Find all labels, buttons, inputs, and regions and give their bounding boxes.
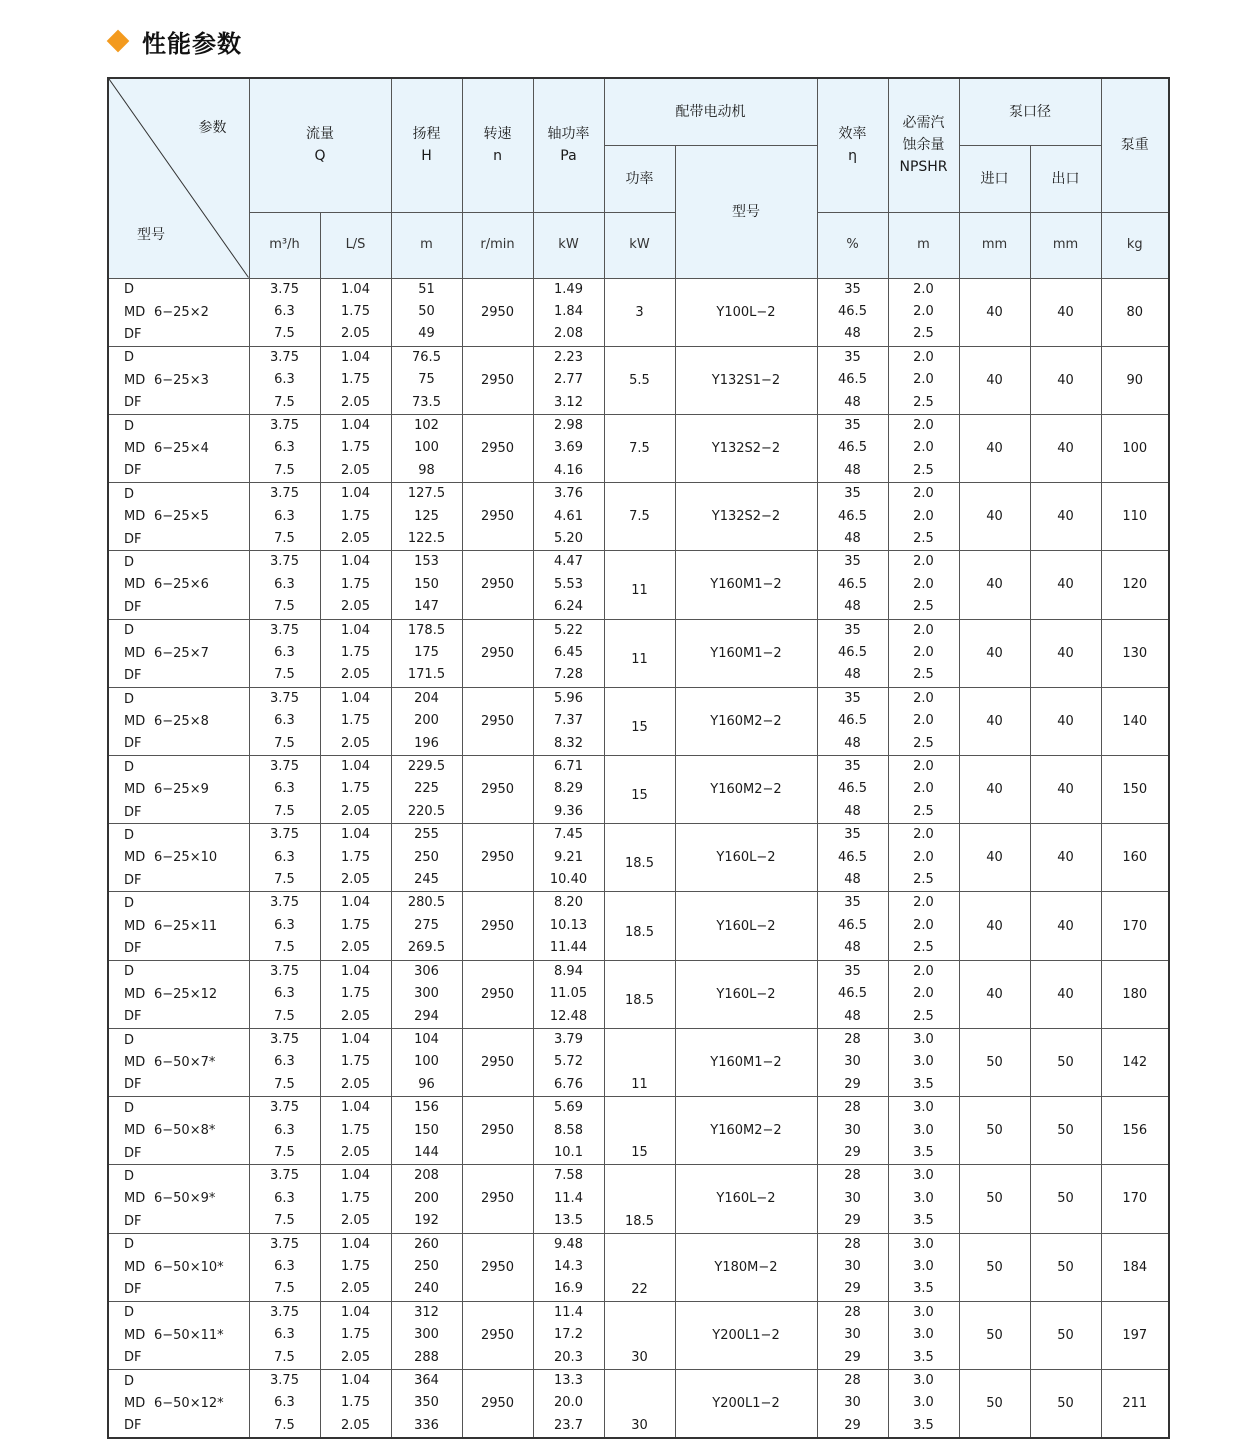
model-cell: D MD 6−50×12* DF: [108, 1370, 249, 1439]
weight-cell: 140: [1101, 687, 1169, 755]
flow-ls-cell: 1.04 1.75 2.05: [320, 687, 391, 755]
head-cell: 102 100 98: [391, 414, 462, 482]
motor-model-cell: Y160L−2: [675, 824, 817, 892]
model-code: 6−50×12*: [154, 1396, 224, 1412]
header-npsh: 必需汽 蚀余量 NPSHR: [888, 78, 959, 212]
table-row: [108, 824, 1169, 892]
head-cell: 104 100 96: [391, 1028, 462, 1096]
motor-model-cell: Y160L−2: [675, 892, 817, 960]
speed-cell: 2950: [462, 1233, 533, 1301]
flow-ls-cell: 1.04 1.75 2.05: [320, 1301, 391, 1369]
efficiency-cell: 35 46.5 48: [817, 346, 888, 414]
shaft-power-cell: 11.4 17.2 20.3: [533, 1301, 604, 1369]
motor-model-cell: Y132S2−2: [675, 414, 817, 482]
unit-outlet: mm: [1030, 212, 1101, 278]
npsh-cell: 2.0 2.0 2.5: [888, 892, 959, 960]
flow-ls-cell: 1.04 1.75 2.05: [320, 1370, 391, 1439]
header-model: 型号: [137, 226, 165, 243]
speed-cell: 2950: [462, 1165, 533, 1233]
weight-cell: 100: [1101, 414, 1169, 482]
efficiency-cell: 35 46.5 48: [817, 619, 888, 687]
header-speed: 转速 n: [462, 78, 533, 212]
table-row: [108, 278, 1169, 346]
npsh-cell: 3.0 3.0 3.5: [888, 1301, 959, 1369]
model-cell: D MD 6−50×10* DF: [108, 1233, 249, 1301]
motor-model-cell: Y160M2−2: [675, 756, 817, 824]
speed-cell: 2950: [462, 1370, 533, 1439]
table-body: [108, 278, 1169, 1438]
motor-power-cell: 18.5: [604, 892, 675, 960]
table-row: [108, 619, 1169, 687]
head-cell: 364 350 336: [391, 1370, 462, 1439]
flow-m3h-cell: 3.75 6.3 7.5: [249, 414, 320, 482]
flow-ls-cell: 1.04 1.75 2.05: [320, 1028, 391, 1096]
motor-model-cell: Y160M1−2: [675, 619, 817, 687]
shaft-power-cell: 1.49 1.84 2.08: [533, 278, 604, 346]
head-cell: 306 300 294: [391, 960, 462, 1028]
flow-ls-cell: 1.04 1.75 2.05: [320, 960, 391, 1028]
npsh-cell: 3.0 3.0 3.5: [888, 1028, 959, 1096]
header-efficiency: 效率 η: [817, 78, 888, 212]
header-port: 泵口径: [959, 78, 1101, 145]
shaft-power-cell: 3.79 5.72 6.76: [533, 1028, 604, 1096]
head-cell: 255 250 245: [391, 824, 462, 892]
header-flow: 流量 Q: [249, 78, 391, 212]
flow-m3h-cell: 3.75 6.3 7.5: [249, 1165, 320, 1233]
section-title-text: 性能参数: [142, 29, 242, 58]
outlet-cell: 50: [1030, 1301, 1101, 1369]
outlet-cell: 50: [1030, 1370, 1101, 1439]
inlet-cell: 50: [959, 1233, 1030, 1301]
model-cell: D MD 6−25×12 DF: [108, 960, 249, 1028]
model-cell: D MD 6−25×11 DF: [108, 892, 249, 960]
npsh-cell: 2.0 2.0 2.5: [888, 756, 959, 824]
table-row: [108, 1370, 1169, 1439]
outlet-cell: 50: [1030, 1097, 1101, 1165]
speed-cell: 2950: [462, 619, 533, 687]
npsh-cell: 2.0 2.0 2.5: [888, 960, 959, 1028]
flow-ls-cell: 1.04 1.75 2.05: [320, 1097, 391, 1165]
efficiency-cell: 35 46.5 48: [817, 892, 888, 960]
flow-m3h-cell: 3.75 6.3 7.5: [249, 1370, 320, 1439]
outlet-cell: 40: [1030, 960, 1101, 1028]
speed-cell: 2950: [462, 960, 533, 1028]
model-code: 6−25×9: [154, 782, 209, 798]
weight-cell: 120: [1101, 551, 1169, 619]
inlet-cell: 40: [959, 346, 1030, 414]
flow-m3h-cell: 3.75 6.3 7.5: [249, 483, 320, 551]
motor-power-cell: 15: [604, 1097, 675, 1165]
model-code: 6−25×3: [154, 372, 209, 388]
npsh-cell: 2.0 2.0 2.5: [888, 278, 959, 346]
efficiency-cell: 35 46.5 48: [817, 687, 888, 755]
weight-cell: 170: [1101, 1165, 1169, 1233]
speed-cell: 2950: [462, 551, 533, 619]
npsh-cell: 2.0 2.0 2.5: [888, 687, 959, 755]
flow-m3h-cell: 3.75 6.3 7.5: [249, 1097, 320, 1165]
unit-flow-m3h: m³/h: [249, 212, 320, 278]
flow-m3h-cell: 3.75 6.3 7.5: [249, 1028, 320, 1096]
efficiency-cell: 35 46.5 48: [817, 483, 888, 551]
weight-cell: 180: [1101, 960, 1169, 1028]
shaft-power-cell: 9.48 14.3 16.9: [533, 1233, 604, 1301]
model-cell: D MD 6−50×9* DF: [108, 1165, 249, 1233]
motor-power-cell: 5.5: [604, 346, 675, 414]
model-cell: D MD 6−25×7 DF: [108, 619, 249, 687]
model-cell: D MD 6−25×8 DF: [108, 687, 249, 755]
unit-npsh: m: [888, 212, 959, 278]
shaft-power-cell: 7.45 9.21 10.40: [533, 824, 604, 892]
motor-model-cell: Y180M−2: [675, 1233, 817, 1301]
inlet-cell: 40: [959, 824, 1030, 892]
head-cell: 178.5 175 171.5: [391, 619, 462, 687]
motor-power-cell: 30: [604, 1301, 675, 1369]
model-cell: D MD 6−50×11* DF: [108, 1301, 249, 1369]
weight-cell: 90: [1101, 346, 1169, 414]
motor-model-cell: Y200L1−2: [675, 1370, 817, 1439]
motor-power-cell: 3: [604, 278, 675, 346]
motor-model-cell: Y160M1−2: [675, 1028, 817, 1096]
efficiency-cell: 28 30 29: [817, 1028, 888, 1096]
table-row: [108, 483, 1169, 551]
shaft-power-cell: 4.47 5.53 6.24: [533, 551, 604, 619]
performance-table: [107, 77, 1170, 1439]
speed-cell: 2950: [462, 1028, 533, 1096]
npsh-cell: 2.0 2.0 2.5: [888, 483, 959, 551]
flow-ls-cell: 1.04 1.75 2.05: [320, 1165, 391, 1233]
npsh-cell: 3.0 3.0 3.5: [888, 1165, 959, 1233]
weight-cell: 150: [1101, 756, 1169, 824]
shaft-power-cell: 8.20 10.13 11.44: [533, 892, 604, 960]
head-cell: 156 150 144: [391, 1097, 462, 1165]
flow-ls-cell: 1.04 1.75 2.05: [320, 756, 391, 824]
weight-cell: 80: [1101, 278, 1169, 346]
motor-power-cell: 22: [604, 1233, 675, 1301]
head-cell: 312 300 288: [391, 1301, 462, 1369]
speed-cell: 2950: [462, 483, 533, 551]
model-cell: D MD 6−25×2 DF: [108, 278, 249, 346]
unit-motor-power: kW: [604, 212, 675, 278]
table-row: [108, 551, 1169, 619]
efficiency-cell: 28 30 29: [817, 1370, 888, 1439]
header-shaft-power: 轴功率 Pa: [533, 78, 604, 212]
inlet-cell: 40: [959, 892, 1030, 960]
inlet-cell: 40: [959, 960, 1030, 1028]
header-head: 扬程 H: [391, 78, 462, 212]
flow-m3h-cell: 3.75 6.3 7.5: [249, 824, 320, 892]
model-code: 6−50×10*: [154, 1259, 224, 1275]
npsh-cell: 2.0 2.0 2.5: [888, 824, 959, 892]
flow-m3h-cell: 3.75 6.3 7.5: [249, 278, 320, 346]
inlet-cell: 50: [959, 1370, 1030, 1439]
motor-power-cell: 11: [604, 619, 675, 687]
table-row: [108, 1165, 1169, 1233]
inlet-cell: 40: [959, 483, 1030, 551]
table-row: [108, 1097, 1169, 1165]
outlet-cell: 40: [1030, 483, 1101, 551]
flow-m3h-cell: 3.75 6.3 7.5: [249, 1301, 320, 1369]
motor-model-cell: Y160M2−2: [675, 687, 817, 755]
model-code: 6−50×11*: [154, 1327, 224, 1343]
outlet-cell: 40: [1030, 551, 1101, 619]
flow-m3h-cell: 3.75 6.3 7.5: [249, 619, 320, 687]
weight-cell: 142: [1101, 1028, 1169, 1096]
flow-m3h-cell: 3.75 6.3 7.5: [249, 756, 320, 824]
head-cell: 51 50 49: [391, 278, 462, 346]
table-row: [108, 346, 1169, 414]
unit-flow-ls: L/S: [320, 212, 391, 278]
model-code: 6−25×11: [154, 918, 218, 934]
shaft-power-cell: 5.96 7.37 8.32: [533, 687, 604, 755]
efficiency-cell: 35 46.5 48: [817, 960, 888, 1028]
motor-model-cell: Y132S1−2: [675, 346, 817, 414]
speed-cell: 2950: [462, 687, 533, 755]
model-code: 6−25×2: [154, 304, 209, 320]
model-cell: D MD 6−25×6 DF: [108, 551, 249, 619]
model-cell: D MD 6−25×5 DF: [108, 483, 249, 551]
flow-ls-cell: 1.04 1.75 2.05: [320, 346, 391, 414]
inlet-cell: 40: [959, 619, 1030, 687]
speed-cell: 2950: [462, 892, 533, 960]
flow-ls-cell: 1.04 1.75 2.05: [320, 483, 391, 551]
motor-power-cell: 11: [604, 1028, 675, 1096]
diagonal-line: [109, 79, 249, 278]
header-weight: 泵重: [1101, 78, 1169, 212]
head-cell: 260 250 240: [391, 1233, 462, 1301]
efficiency-cell: 28 30 29: [817, 1165, 888, 1233]
motor-power-cell: 30: [604, 1370, 675, 1439]
speed-cell: 2950: [462, 1097, 533, 1165]
motor-model-cell: Y200L1−2: [675, 1301, 817, 1369]
outlet-cell: 40: [1030, 414, 1101, 482]
motor-power-cell: 7.5: [604, 483, 675, 551]
shaft-power-cell: 2.98 3.69 4.16: [533, 414, 604, 482]
shaft-power-cell: 2.23 2.77 3.12: [533, 346, 604, 414]
weight-cell: 156: [1101, 1097, 1169, 1165]
shaft-power-cell: 8.94 11.05 12.48: [533, 960, 604, 1028]
shaft-power-cell: 5.69 8.58 10.1: [533, 1097, 604, 1165]
speed-cell: 2950: [462, 756, 533, 824]
flow-ls-cell: 1.04 1.75 2.05: [320, 619, 391, 687]
diagonal-header-cell: [108, 78, 249, 278]
inlet-cell: 50: [959, 1301, 1030, 1369]
weight-cell: 211: [1101, 1370, 1169, 1439]
model-cell: D MD 6−50×7* DF: [108, 1028, 249, 1096]
flow-ls-cell: 1.04 1.75 2.05: [320, 892, 391, 960]
inlet-cell: 40: [959, 756, 1030, 824]
model-code: 6−25×10: [154, 850, 218, 866]
outlet-cell: 40: [1030, 892, 1101, 960]
model-cell: D MD 6−25×9 DF: [108, 756, 249, 824]
model-code: 6−25×7: [154, 645, 209, 661]
speed-cell: 2950: [462, 346, 533, 414]
speed-cell: 2950: [462, 824, 533, 892]
outlet-cell: 50: [1030, 1028, 1101, 1096]
unit-speed: r/min: [462, 212, 533, 278]
head-cell: 153 150 147: [391, 551, 462, 619]
npsh-cell: 3.0 3.0 3.5: [888, 1233, 959, 1301]
weight-cell: 197: [1101, 1301, 1169, 1369]
motor-power-cell: 18.5: [604, 960, 675, 1028]
header-outlet: 出口: [1030, 145, 1101, 212]
efficiency-cell: 28 30 29: [817, 1301, 888, 1369]
speed-cell: 2950: [462, 278, 533, 346]
head-cell: 76.5 75 73.5: [391, 346, 462, 414]
motor-power-cell: 15: [604, 687, 675, 755]
flow-ls-cell: 1.04 1.75 2.05: [320, 551, 391, 619]
speed-cell: 2950: [462, 414, 533, 482]
head-cell: 280.5 275 269.5: [391, 892, 462, 960]
motor-power-cell: 7.5: [604, 414, 675, 482]
flow-ls-cell: 1.04 1.75 2.05: [320, 1233, 391, 1301]
model-code: 6−25×12: [154, 986, 218, 1002]
unit-efficiency: %: [817, 212, 888, 278]
outlet-cell: 40: [1030, 756, 1101, 824]
header-motor-power: 功率: [604, 145, 675, 212]
head-cell: 127.5 125 122.5: [391, 483, 462, 551]
table-row: [108, 1028, 1169, 1096]
flow-m3h-cell: 3.75 6.3 7.5: [249, 960, 320, 1028]
motor-model-cell: Y160L−2: [675, 1165, 817, 1233]
header-param: 参数: [198, 120, 227, 136]
shaft-power-cell: 3.76 4.61 5.20: [533, 483, 604, 551]
outlet-cell: 40: [1030, 619, 1101, 687]
motor-power-cell: 11: [604, 551, 675, 619]
npsh-cell: 3.0 3.0 3.5: [888, 1370, 959, 1439]
flow-ls-cell: 1.04 1.75 2.05: [320, 278, 391, 346]
model-code: 6−50×9*: [154, 1191, 216, 1207]
table-row: [108, 687, 1169, 755]
section-title: [108, 24, 242, 58]
outlet-cell: 40: [1030, 824, 1101, 892]
npsh-cell: 3.0 3.0 3.5: [888, 1097, 959, 1165]
efficiency-cell: 28 30 29: [817, 1097, 888, 1165]
inlet-cell: 40: [959, 414, 1030, 482]
flow-m3h-cell: 3.75 6.3 7.5: [249, 687, 320, 755]
model-code: 6−25×4: [154, 441, 209, 457]
table-row: [108, 892, 1169, 960]
table-row: [108, 1301, 1169, 1369]
motor-model-cell: Y160L−2: [675, 960, 817, 1028]
inlet-cell: 40: [959, 278, 1030, 346]
model-cell: D MD 6−25×3 DF: [108, 346, 249, 414]
motor-model-cell: Y160M2−2: [675, 1097, 817, 1165]
weight-cell: 110: [1101, 483, 1169, 551]
model-code: 6−50×8*: [154, 1123, 216, 1139]
efficiency-cell: 35 46.5 48: [817, 756, 888, 824]
model-code: 6−50×7*: [154, 1055, 216, 1070]
model-cell: D MD 6−50×8* DF: [108, 1097, 249, 1165]
motor-model-cell: Y132S2−2: [675, 483, 817, 551]
head-cell: 204 200 196: [391, 687, 462, 755]
flow-m3h-cell: 3.75 6.3 7.5: [249, 1233, 320, 1301]
efficiency-cell: 28 30 29: [817, 1233, 888, 1301]
outlet-cell: 40: [1030, 687, 1101, 755]
table-row: [108, 414, 1169, 482]
head-cell: 208 200 192: [391, 1165, 462, 1233]
weight-cell: 160: [1101, 824, 1169, 892]
table-row: [108, 756, 1169, 824]
unit-shaft-power: kW: [533, 212, 604, 278]
efficiency-cell: 35 46.5 48: [817, 551, 888, 619]
inlet-cell: 40: [959, 551, 1030, 619]
shaft-power-cell: 5.22 6.45 7.28: [533, 619, 604, 687]
inlet-cell: 40: [959, 687, 1030, 755]
weight-cell: 170: [1101, 892, 1169, 960]
unit-weight: kg: [1101, 212, 1169, 278]
flow-m3h-cell: 3.75 6.3 7.5: [249, 551, 320, 619]
weight-cell: 130: [1101, 619, 1169, 687]
outlet-cell: 50: [1030, 1233, 1101, 1301]
header-inlet: 进口: [959, 145, 1030, 212]
flow-m3h-cell: 3.75 6.3 7.5: [249, 346, 320, 414]
table-row: [108, 1233, 1169, 1301]
speed-cell: 2950: [462, 1301, 533, 1369]
unit-head: m: [391, 212, 462, 278]
motor-power-cell: 15: [604, 756, 675, 824]
shaft-power-cell: 7.58 11.4 13.5: [533, 1165, 604, 1233]
motor-model-cell: Y160M1−2: [675, 551, 817, 619]
model-code: 6−25×5: [154, 509, 209, 525]
npsh-cell: 2.0 2.0 2.5: [888, 551, 959, 619]
flow-m3h-cell: 3.75 6.3 7.5: [249, 892, 320, 960]
flow-ls-cell: 1.04 1.75 2.05: [320, 414, 391, 482]
head-cell: 229.5 225 220.5: [391, 756, 462, 824]
outlet-cell: 50: [1030, 1165, 1101, 1233]
inlet-cell: 50: [959, 1165, 1030, 1233]
motor-power-cell: 18.5: [604, 824, 675, 892]
table-row: [108, 960, 1169, 1028]
outlet-cell: 40: [1030, 278, 1101, 346]
diamond-bullet-icon: [107, 30, 130, 53]
npsh-cell: 2.0 2.0 2.5: [888, 619, 959, 687]
motor-power-cell: 18.5: [604, 1165, 675, 1233]
efficiency-cell: 35 46.5 48: [817, 414, 888, 482]
shaft-power-cell: 6.71 8.29 9.36: [533, 756, 604, 824]
weight-cell: 184: [1101, 1233, 1169, 1301]
efficiency-cell: 35 46.5 48: [817, 824, 888, 892]
shaft-power-cell: 13.3 20.0 23.7: [533, 1370, 604, 1439]
model-cell: D MD 6−25×10 DF: [108, 824, 249, 892]
inlet-cell: 50: [959, 1097, 1030, 1165]
header-motor: 配带电动机: [604, 78, 817, 145]
flow-ls-cell: 1.04 1.75 2.05: [320, 824, 391, 892]
model-code: 6−25×8: [154, 713, 209, 729]
npsh-cell: 2.0 2.0 2.5: [888, 414, 959, 482]
unit-inlet: mm: [959, 212, 1030, 278]
model-code: 6−25×6: [154, 577, 209, 593]
inlet-cell: 50: [959, 1028, 1030, 1096]
header-motor-model: 型号: [675, 145, 817, 278]
motor-model-cell: Y100L−2: [675, 278, 817, 346]
model-cell: D MD 6−25×4 DF: [108, 414, 249, 482]
npsh-cell: 2.0 2.0 2.5: [888, 346, 959, 414]
efficiency-cell: 35 46.5 48: [817, 278, 888, 346]
outlet-cell: 40: [1030, 346, 1101, 414]
